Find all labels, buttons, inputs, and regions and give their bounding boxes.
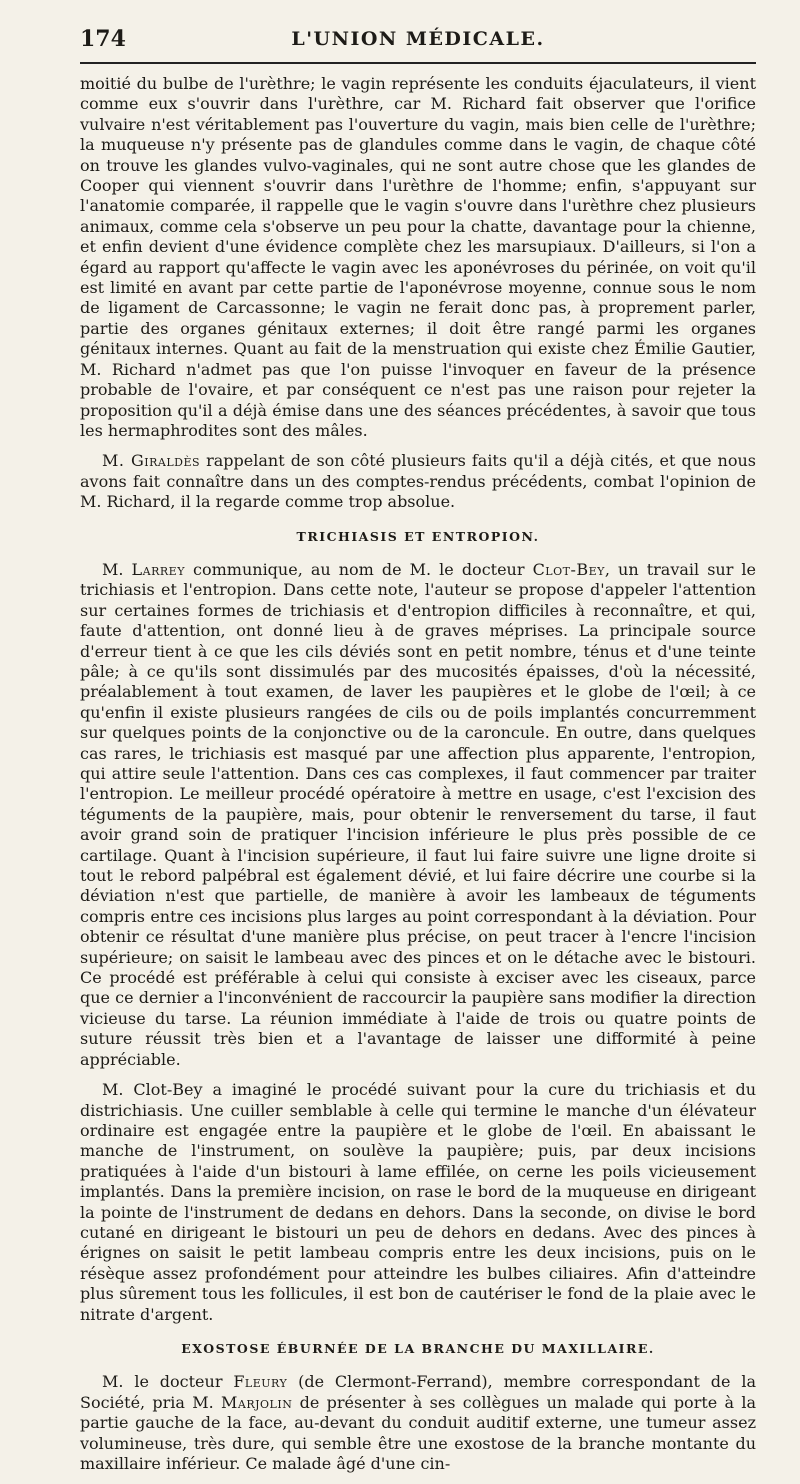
author-name: Clot-Bey (532, 559, 605, 579)
paragraph-text: de présenter à ses collègues un malade qui porte à la partie gauche de la face, au-devant du conduit auditif externe, une tumeur assez volumineuse, très dure, qui semble être une exostose de la branche montante du maxillaire inférieur. Ce malade âgé d'une cin- (80, 1392, 757, 1473)
author-name: Larrey (131, 559, 185, 579)
text-fragment: M. (102, 559, 132, 579)
section-heading-exostose: EXOSTOSE ÉBURNÉE DE LA BRANCHE DU MAXILLAIRE. (181, 1340, 655, 1356)
running-head-title: L'UNION MÉDICALE. (291, 28, 545, 50)
text-fragment: communique, au nom de M. le docteur (184, 559, 533, 579)
text-fragment: (de Clermont-Ferrand), membre correspondant de la Société, pria M. (80, 1372, 756, 1412)
paragraph-text: rappelant de son côté plusieurs faits qu'il a déjà cités, et que nous avons fait connaître dans un des comptes-rendus précédents, combat l'opinion de M. Richard, il la regarde comme trop absolue. (80, 451, 756, 512)
paragraph-giraldes (80, 451, 756, 512)
article-body (80, 74, 756, 1484)
paragraph-continuation: moitié du bulbe de l'urèthre; le vagin représente les conduits éjaculateurs, il vient comme eux s'ouvrir dans l'urèthre, car M. Richard fait observer que l'orifice vulvaire n'est véritablement pas l'ouverture du vagin, mais bien celle de l'urèthre; la muqueuse n'y présente pas de glandules comme dans le vagin, de chaque côté on trouve les glandes vulvo-vaginales, qui ne sont autre chose que les glandes de Cooper qui viennent s'ouvrir dans l'urèthre de l'homme; enfin, s'appuyant sur l'anatomie comparée, il rappelle que le vagin s'ouvre dans l'urèthre chez plusieurs animaux, comme cela s'observe un peu pour la chatte, davantage pour la chienne, et enfin devient d'une évidence complète chez les marsupiaux. D'ailleurs, si l'on a égard au rapport qu'affecte le vagin avec les aponévroses du périnée, on voit qu'il est limité en avant par cette partie de l'aponévrose moyenne, connue sous le nom de ligament de Carcassonne; le vagin ne ferait donc pas, à proprement parler, partie des organes génitaux externes; il doit être rangé parmi les organes génitaux internes. Quant au fait de la menstruation qui existe chez Émilie Gautier, M. Richard n'admet pas que l'on puisse l'invoquer en faveur de la présence probable de l'ovaire, et par conséquent ce n'est pas une raison pour rejeter la proposition qu'il a déjà émise dans une des séances précédentes, à savoir que tous les hermaphrodites sont des mâles. (80, 74, 756, 440)
text-fragment: M. le docteur (102, 1372, 234, 1392)
paragraph-text: , un travail sur le trichiasis et l'entropion. Dans cette note, l'auteur se propose d'appeler l'attention sur certaines formes de trichiasis et d'entropion difficiles à reconnaître, et qui, faute d'attention, ont donné lieu à de graves méprises. La principale source d'erreur tient à ce que les cils déviés sont en petit nombre, ténus et d'une teinte pâle; à ce qu'ils sont dissimulés par des mucosités épaisses, d'où la nécessité, préalablement à tout examen, de laver les paupières et le globe de l'œil; à ce qu'enfin il existe plusieurs rangées de cils ou de poils implantés concurremment sur quelques points de la conjonctive ou de la caroncule. En outre, dans quelques cas rares, le trichiasis est masqué par une affection plus apparente, l'entropion, qui attire seule l'attention. Dans ces cas complexes, il faut commencer par traiter l'entropion. Le meilleur procédé opératoire à mettre en usage, c'est l'excision des téguments de la paupière, mais, pour obtenir le renversement du tarse, il faut avoir grand soin de pratiquer l'incision inférieure le plus près possible de ce cartilage. Quant à l'incision supérieure, il faut lui faire suivre une ligne droite si tout le rebord palpébral est également dévié, et lui faire décrire une courbe si la déviation n'est que partielle, de manière à avoir les lambeaux de téguments compris entre ces incisions plus larges au point correspondant à la déviation. Pour obtenir ce résultat d'une manière plus précise, on peut tracer à l'encre l'incision supérieure; on saisit le lambeau avec des pinces et on le détache avec le bistouri. Ce procédé est préférable à celui qui consiste à exciser avec les ciseaux, parce que ce dernier a l'inconvénient de raccourcir la paupière sans modifier la direction vicieuse du tarse. La réunion immédiate à l'aide de trois ou quatre points de suture réussit très bien et a l'avantage de laisser une difformité à peine appréciable. (80, 559, 757, 1069)
author-name: Fleury (233, 1372, 288, 1392)
paragraph-larrey (80, 560, 756, 1070)
header-rule (80, 62, 756, 64)
author-name: M. Giraldès (102, 451, 201, 471)
paragraph-clot-bey-procedure: M. Clot-Bey a imaginé le procédé suivant pour la cure du trichiasis et du districhiasis. Une cuiller semblable à celle qui termine le manche d'un élévateur ordinaire est engagée entre la paupière et le globe de l'œil. En abaissant le manche de l'instrument, on soulève la paupière; puis, par deux incisions pratiquées à l'aide d'un bistouri à lame effilée, on cerne les poils vicieusement implantés. Dans la première incision, on rase le bord de la muqueuse en dirigeant la pointe de l'instrument de dedans en dehors. Dans la seconde, on divise le bord cutané en dirigeant le bistouri un peu de dehors en dedans. Avec des pinces à érignes on saisit le petit lambeau compris entre les deux incisions, puis on le résèque assez profondément pour atteindre les bulbes ciliaires. Afin d'atteindre plus sûrement tous les follicules, il est bon de cautériser le fond de la plaie avec le nitrate d'argent. (80, 1080, 756, 1324)
page-header (80, 26, 756, 58)
author-name: Marjolin (221, 1392, 293, 1412)
page-number: 174 (80, 26, 126, 52)
paragraph-fleury (80, 1372, 756, 1474)
section-heading-trichiasis: TRICHIASIS ET ENTROPION. (296, 528, 540, 544)
